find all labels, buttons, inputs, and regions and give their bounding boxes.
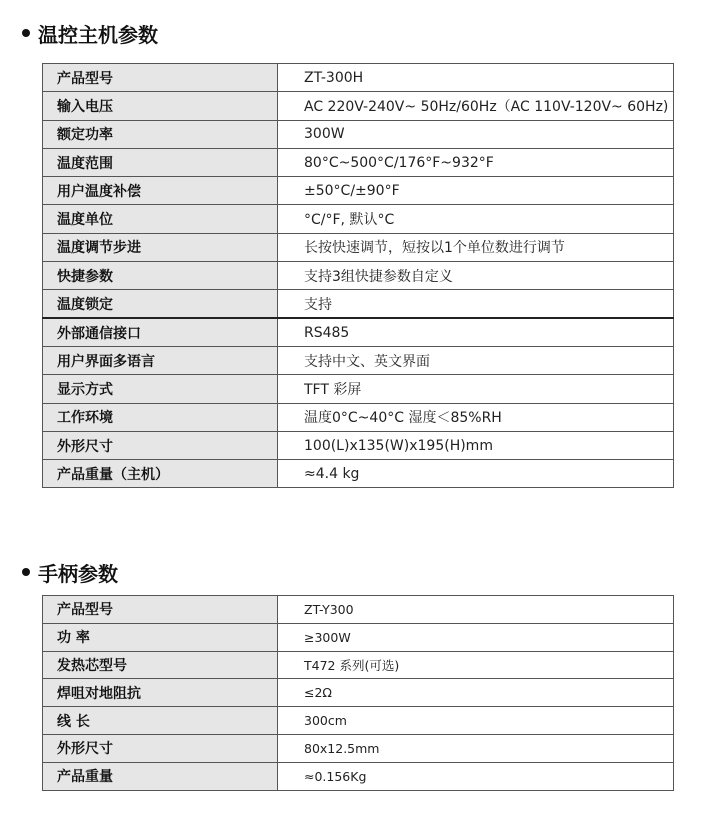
section-title-handle xyxy=(22,557,118,587)
row-value: 长按快速调节，短按以1个单位数进行调节 xyxy=(278,233,674,261)
host-spec-body xyxy=(43,64,674,488)
table-row xyxy=(43,460,674,488)
section-title-host xyxy=(22,18,158,48)
row-value: ≥300W xyxy=(278,623,674,651)
table-row xyxy=(43,290,674,318)
row-value: 温度0°C~40°C 湿度＜85%RH xyxy=(278,403,674,431)
row-label: 显示方式 xyxy=(43,375,278,403)
table-row xyxy=(43,233,674,261)
table-row xyxy=(43,64,674,92)
host-spec-table xyxy=(42,63,674,488)
row-label: 外形尺寸 xyxy=(43,734,278,762)
table-row xyxy=(43,651,674,679)
row-label: 用户界面多语言 xyxy=(43,346,278,374)
row-label: 快捷参数 xyxy=(43,262,278,290)
row-value: 支持 xyxy=(278,290,674,318)
row-label: 产品重量（主机） xyxy=(43,460,278,488)
table-row xyxy=(43,205,674,233)
row-label: 温度调节步进 xyxy=(43,233,278,261)
row-label: 温度单位 xyxy=(43,205,278,233)
row-value: ≈4.4 kg xyxy=(278,460,674,488)
table-row xyxy=(43,318,674,346)
table-row xyxy=(43,623,674,651)
row-value: 100(L)x135(W)x195(H)mm xyxy=(278,431,674,459)
row-value: RS485 xyxy=(278,318,674,346)
row-value: 支持3组快捷参数自定义 xyxy=(278,262,674,290)
row-value: 80x12.5mm xyxy=(278,734,674,762)
row-value: ZT-300H xyxy=(278,64,674,92)
row-value: 支持中文、英文界面 xyxy=(278,346,674,374)
section-title-text: 手柄参数 xyxy=(38,561,118,586)
table-row xyxy=(43,707,674,735)
table-row xyxy=(43,177,674,205)
row-label: 外部通信接口 xyxy=(43,318,278,346)
row-label: 输入电压 xyxy=(43,92,278,120)
row-label: 线 长 xyxy=(43,707,278,735)
row-label: 产品重量 xyxy=(43,762,278,790)
table-row xyxy=(43,346,674,374)
row-label: 产品型号 xyxy=(43,64,278,92)
bullet-icon xyxy=(22,568,30,576)
row-value: ZT-Y300 xyxy=(278,596,674,624)
row-label: 产品型号 xyxy=(43,596,278,624)
table-row xyxy=(43,762,674,790)
handle-spec-table xyxy=(42,595,674,791)
row-value: 80°C~500°C/176°F~932°F xyxy=(278,148,674,176)
row-label: 发热芯型号 xyxy=(43,651,278,679)
row-value: TFT 彩屏 xyxy=(278,375,674,403)
table-row xyxy=(43,734,674,762)
row-value: T472 系列(可选) xyxy=(278,651,674,679)
row-value: ≈0.156Kg xyxy=(278,762,674,790)
row-label: 额定功率 xyxy=(43,120,278,148)
row-label: 焊咀对地阻抗 xyxy=(43,679,278,707)
row-label: 用户温度补偿 xyxy=(43,177,278,205)
row-value: 300cm xyxy=(278,707,674,735)
table-row xyxy=(43,403,674,431)
table-row xyxy=(43,120,674,148)
table-row xyxy=(43,431,674,459)
table-row xyxy=(43,596,674,624)
bullet-icon xyxy=(22,29,30,37)
table-row xyxy=(43,92,674,120)
row-label: 温度范围 xyxy=(43,148,278,176)
row-value: 300W xyxy=(278,120,674,148)
row-label: 功 率 xyxy=(43,623,278,651)
table-row xyxy=(43,375,674,403)
table-row xyxy=(43,679,674,707)
row-value: °C/°F, 默认°C xyxy=(278,205,674,233)
section-title-text: 温控主机参数 xyxy=(38,22,158,47)
row-value: ≤2Ω xyxy=(278,679,674,707)
table-row xyxy=(43,148,674,176)
row-label: 外形尺寸 xyxy=(43,431,278,459)
row-label: 工作环境 xyxy=(43,403,278,431)
row-value: ±50°C/±90°F xyxy=(278,177,674,205)
table-row xyxy=(43,262,674,290)
row-value: AC 220V-240V~ 50Hz/60Hz（AC 110V-120V~ 60Hz) xyxy=(278,92,674,120)
handle-spec-body xyxy=(43,596,674,791)
row-label: 温度锁定 xyxy=(43,290,278,318)
